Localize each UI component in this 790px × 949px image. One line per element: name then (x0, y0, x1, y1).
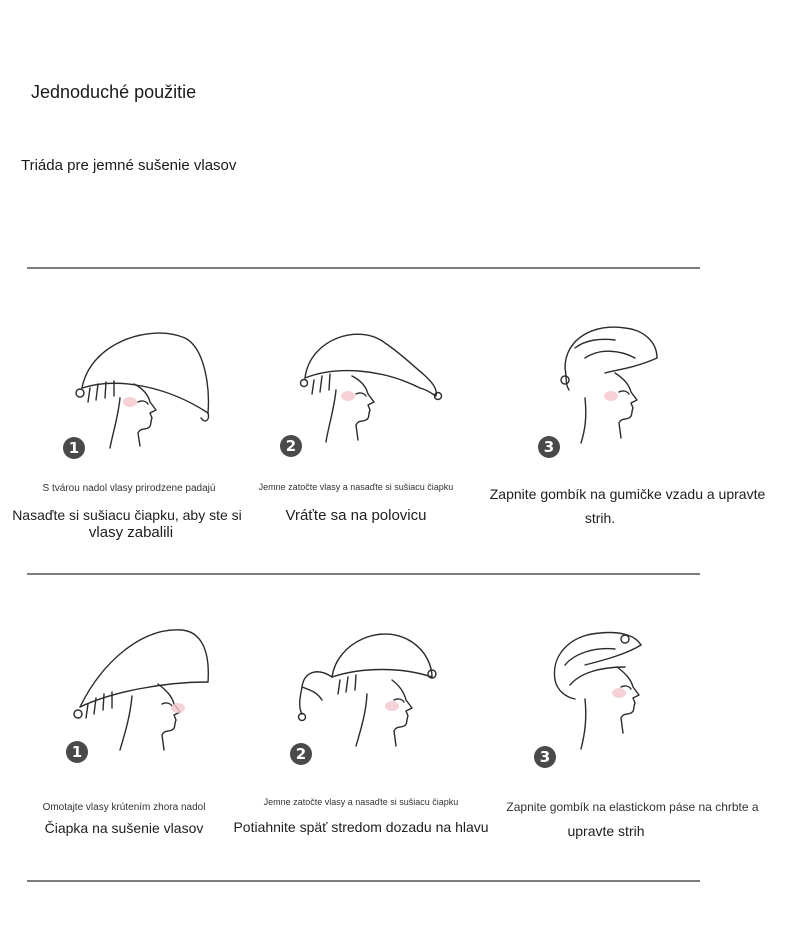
step-caption: Nasaďte si sušiacu čiapku, aby ste si (12, 507, 242, 523)
step-hint: Omotajte vlasy krútením zhora nadol (42, 802, 206, 813)
divider-middle (27, 573, 700, 575)
step-number-badge: 2 (290, 743, 312, 765)
step-caption-line2: upravte strih (567, 823, 645, 839)
step-caption: Vráťte sa na polovicu (285, 507, 427, 524)
woman-head-towel-cap-icon (60, 318, 230, 453)
step-hint: S tvárou nadol vlasy prirodzene padajú (42, 483, 216, 494)
woman-head-buttoned-cap-icon (545, 318, 685, 453)
step-number-badge: 3 (534, 746, 556, 768)
step-hint: Jemne zatočte vlasy a nasaďte si sušiacu čiapku (263, 797, 459, 807)
step-caption: Zapnite gombík na gumičke vzadu a upravte (489, 486, 766, 502)
step-caption: Čiapka na sušenie vlasov (44, 820, 204, 836)
page-title: Jednoduché použitie (31, 82, 197, 102)
step-number-badge: 2 (280, 435, 302, 457)
step-hint: Jemne zatočte vlasy a nasaďte si sušiacu čiapku (258, 482, 454, 492)
woman-head-buttoned-cap-icon (545, 625, 675, 760)
step-caption: Zapnite gombík na elastickom páse na chrbte a (506, 800, 759, 814)
step-number-badge: 1 (63, 437, 85, 459)
step-caption-line2: vlasy zabalili (88, 524, 174, 541)
woman-head-towel-cap-icon (62, 622, 222, 757)
divider-bottom (27, 880, 700, 882)
step-number-badge: 3 (538, 436, 560, 458)
step-caption-line2: strih. (584, 510, 616, 526)
woman-head-twisted-cap-icon (292, 622, 442, 757)
woman-head-twisted-cap-icon (290, 318, 460, 453)
page-subtitle: Triáda pre jemné sušenie vlasov (21, 157, 237, 174)
divider-top (27, 267, 700, 269)
step-number-badge: 1 (66, 741, 88, 763)
step-caption: Potiahnite späť stredom dozadu na hlavu (233, 819, 489, 835)
